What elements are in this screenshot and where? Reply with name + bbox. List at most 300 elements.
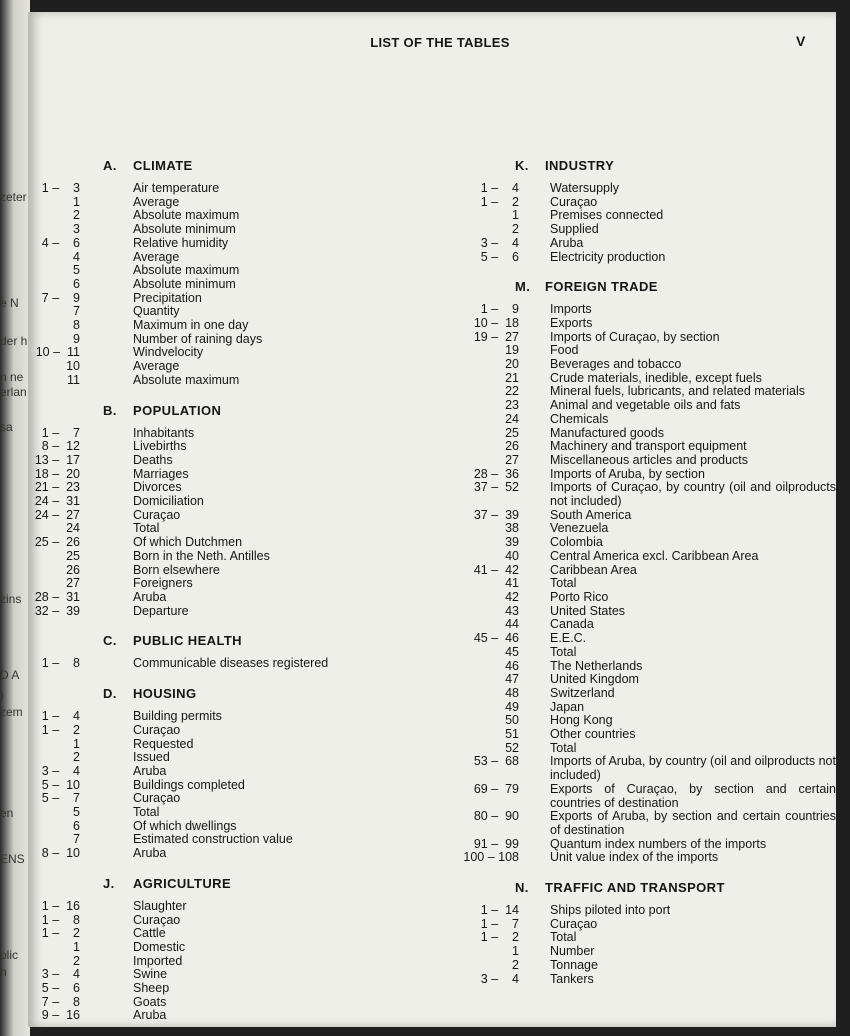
table-number: 7: [73, 832, 80, 847]
table-title: Curaçao: [133, 722, 181, 737]
table-entry: [423, 440, 836, 454]
section: [28, 155, 428, 388]
table-entry: [423, 251, 836, 265]
table-entry: [423, 728, 836, 742]
table-title: Quantum index numbers of the imports: [550, 836, 767, 851]
table-number: 24 – 31: [34, 494, 80, 509]
table-title: Total: [550, 576, 577, 591]
table-number: 1 – 8: [41, 912, 80, 927]
table-number: 28 – 31: [34, 589, 80, 604]
table-title: Relative humidity: [133, 235, 229, 250]
table-title: Total: [133, 521, 160, 536]
table-title: Sheep: [133, 981, 170, 996]
table-number: 1: [73, 736, 80, 751]
table-title: Imported: [133, 953, 183, 968]
table-number: 48: [505, 685, 519, 700]
table-entry: [423, 509, 836, 523]
section-letter: M.: [515, 279, 531, 295]
table-number: 38: [505, 521, 519, 536]
table-number: 1 – 2: [41, 926, 80, 941]
table-title: Absolute minimum: [133, 276, 236, 291]
table-entry: [423, 755, 836, 782]
table-number: 43: [505, 603, 519, 618]
table-entry: [423, 742, 836, 756]
table-title: Caribbean Area: [550, 562, 637, 577]
table-number: 50: [505, 713, 519, 728]
section: [28, 630, 428, 671]
table-title: Total: [550, 930, 577, 945]
table-entry: [28, 319, 428, 333]
table-number: 7 – 8: [41, 994, 80, 1009]
table-entry: [423, 331, 836, 345]
table-number: 1 – 14: [480, 903, 519, 918]
table-number: 26: [505, 439, 519, 454]
table-entry: [423, 223, 836, 237]
table-entry: [423, 945, 836, 959]
section: [423, 155, 836, 264]
table-number: 11: [67, 372, 80, 387]
table-entry: [28, 360, 428, 374]
table-title: Imports of Aruba, by country (oil and oilproducts not included): [550, 754, 836, 783]
table-number: 51: [505, 727, 519, 742]
table-title: Number: [550, 944, 595, 959]
table-title: Central America excl. Caribbean Area: [550, 548, 759, 563]
table-number: 2: [73, 953, 80, 968]
table-number: 5 – 7: [41, 791, 80, 806]
table-entry: [28, 833, 428, 847]
table-entry: [423, 931, 836, 945]
table-title: Absolute maximum: [133, 263, 240, 278]
table-entry: [28, 820, 428, 834]
table-entry: [28, 305, 428, 319]
table-entry: [28, 536, 428, 550]
table-title: Deaths: [133, 452, 173, 467]
section-title: POPULATION: [133, 402, 222, 418]
section-heading: [423, 276, 836, 297]
table-entry: [28, 982, 428, 996]
table-entry: [423, 701, 836, 715]
table-title: Inhabitants: [133, 425, 195, 440]
table-number: 9: [73, 331, 80, 346]
table-entry: [28, 751, 428, 765]
table-entry: [423, 358, 836, 372]
table-number: 8 – 12: [41, 439, 80, 454]
table-title: Other countries: [550, 727, 636, 742]
table-entry: [423, 605, 836, 619]
table-title: Aruba: [133, 589, 167, 604]
table-title: Slaughter: [133, 898, 187, 913]
table-number: 3 – 4: [41, 763, 80, 778]
table-title: Curaçao: [133, 791, 181, 806]
table-number: 9 – 16: [41, 1008, 80, 1023]
table-title: Livebirths: [133, 439, 187, 454]
table-number: 37 – 39: [473, 507, 519, 522]
table-entry: [423, 973, 836, 987]
table-entry: [28, 522, 428, 536]
section-heading: [423, 877, 836, 898]
binding-fragment: zem: [0, 705, 23, 719]
table-title: United Kingdom: [550, 672, 639, 687]
table-entry: [423, 577, 836, 591]
table-title: Aruba: [550, 235, 584, 250]
table-entry: [423, 646, 836, 660]
table-number: 27: [66, 576, 80, 591]
table-entry: [28, 779, 428, 793]
table-title: Crude materials, inedible, except fuels: [550, 370, 762, 385]
table-number: 1 – 8: [41, 656, 80, 671]
table-title: Aruba: [133, 1008, 167, 1023]
table-number: 39: [505, 535, 519, 550]
table-entry: [28, 605, 428, 619]
table-number: 1 – 9: [480, 302, 519, 317]
table-number: 4: [73, 249, 80, 264]
table-title: Of which dwellings: [133, 818, 237, 833]
table-number: 19: [505, 343, 519, 358]
table-title: Swine: [133, 967, 168, 982]
table-number: 46: [505, 658, 519, 673]
table-number: 5 – 6: [41, 981, 80, 996]
table-title: Total: [550, 740, 577, 755]
section-letter: N.: [515, 880, 529, 896]
table-title: Aruba: [133, 763, 167, 778]
table-entry: [423, 344, 836, 358]
table-number: 1 – 2: [480, 194, 519, 209]
table-entry: [423, 237, 836, 251]
table-number: 1 – 2: [480, 930, 519, 945]
table-title: Cattle: [133, 926, 166, 941]
table-number: 1 – 7: [41, 425, 80, 440]
table-entry: [28, 900, 428, 914]
table-title: Issued: [133, 750, 170, 765]
table-entry: [423, 687, 836, 701]
table-number: 2: [73, 208, 80, 223]
table-number: 41 – 42: [473, 562, 519, 577]
section-title: FOREIGN TRADE: [545, 279, 658, 295]
section-letter: B.: [103, 402, 117, 418]
table-entry: [423, 413, 836, 427]
table-entry: [28, 292, 428, 306]
table-title: Mineral fuels, lubricants, and related materials: [550, 384, 805, 399]
table-entry: [423, 673, 836, 687]
table-number: 37 – 52: [473, 480, 519, 495]
table-number: 1: [73, 194, 80, 209]
table-title: Unit value index of the imports: [550, 850, 719, 865]
table-number: 6: [73, 276, 80, 291]
table-entry: [28, 996, 428, 1010]
table-title: Curaçao: [133, 912, 181, 927]
table-entry: [28, 374, 428, 388]
table-entry: [28, 927, 428, 941]
table-number: 5 – 6: [480, 249, 519, 264]
table-title: Domestic: [133, 939, 186, 954]
table-entry: [28, 333, 428, 347]
table-number: 4 – 6: [41, 235, 80, 250]
table-title: Exports of Curaçao, by section and certain countries of destination: [550, 781, 836, 810]
table-entry: [423, 810, 836, 837]
section-letter: C.: [103, 633, 117, 649]
table-title: Japan: [550, 699, 585, 714]
table-title: Quantity: [133, 304, 180, 319]
table-number: 23: [505, 398, 519, 413]
table-entry: [423, 660, 836, 674]
section: [28, 683, 428, 861]
table-number: 28 – 36: [473, 466, 519, 481]
table-entry: [423, 399, 836, 413]
table-entry: [423, 209, 836, 223]
table-title: Porto Rico: [550, 589, 609, 604]
table-title: Supplied: [550, 222, 599, 237]
table-title: Imports: [550, 302, 592, 317]
table-entry: [423, 454, 836, 468]
table-entry: [28, 346, 428, 360]
table-title: Electricity production: [550, 249, 666, 264]
table-title: E.E.C.: [550, 631, 587, 646]
table-entry: [423, 714, 836, 728]
table-entry: [28, 564, 428, 578]
table-title: Animal and vegetable oils and fats: [550, 398, 741, 413]
table-title: Chemicals: [550, 411, 609, 426]
table-title: Switzerland: [550, 685, 615, 700]
table-title: Curaçao: [550, 916, 598, 931]
table-number: 10 – 18: [473, 315, 519, 330]
table-title: Machinery and transport equipment: [550, 439, 747, 454]
table-entry: [423, 904, 836, 918]
table-title: Buildings completed: [133, 777, 245, 792]
table-number: 26: [66, 562, 80, 577]
table-entry: [28, 223, 428, 237]
section-title: AGRICULTURE: [133, 875, 232, 891]
table-title: Total: [133, 805, 160, 820]
table-number: 47: [505, 672, 519, 687]
section-letter: K.: [515, 158, 529, 173]
table-entry: [423, 468, 836, 482]
section-heading: [28, 155, 428, 176]
table-number: 5 – 10: [41, 777, 80, 792]
binding-fragment: sa: [0, 420, 13, 434]
table-number: 10: [66, 359, 80, 374]
table-title: Average: [133, 249, 180, 264]
table-entry: [423, 564, 836, 578]
table-entry: [423, 372, 836, 386]
binding-fragment: zeter: [0, 190, 27, 204]
table-number: 10 – 11: [35, 345, 80, 360]
table-number: 45: [505, 644, 519, 659]
table-title: Communicable diseases registered: [133, 656, 329, 671]
table-title: Marriages: [133, 466, 189, 481]
table-number: 21: [505, 370, 519, 385]
table-entry: [423, 851, 836, 865]
table-number: 25: [505, 425, 519, 440]
table-entry: [28, 509, 428, 523]
table-entry: [28, 196, 428, 210]
table-entry: [28, 278, 428, 292]
table-title: Departure: [133, 603, 189, 618]
table-number: 1 – 4: [41, 709, 80, 724]
table-title: Air temperature: [133, 181, 220, 195]
table-entry: [28, 591, 428, 605]
binding-fragment: der h: [0, 334, 28, 348]
section: [28, 400, 428, 619]
section-letter: J.: [103, 875, 115, 891]
table-number: 24: [505, 411, 519, 426]
table-number: 45 – 46: [473, 631, 519, 646]
table-title: Premises connected: [550, 208, 664, 223]
table-title: Colombia: [550, 535, 603, 550]
table-entry: [423, 303, 836, 317]
section-letter: A.: [103, 158, 117, 173]
table-entry: [423, 317, 836, 331]
table-number: 1 – 2: [41, 722, 80, 737]
table-number: 1 – 16: [41, 898, 80, 913]
page-number: V: [796, 33, 806, 49]
table-entry: [28, 1009, 428, 1023]
table-number: 13 – 17: [34, 452, 80, 467]
section: [423, 877, 836, 986]
table-title: Born in the Neth. Antilles: [133, 548, 270, 563]
table-number: 2: [512, 957, 519, 972]
table-number: 3 – 4: [480, 235, 519, 250]
table-number: 6: [73, 818, 80, 833]
table-title: Manufactured goods: [550, 425, 664, 440]
section-title: CLIMATE: [133, 158, 193, 173]
table-title: Born elsewhere: [133, 562, 220, 577]
section-title: HOUSING: [133, 686, 197, 702]
table-title: Divorces: [133, 480, 182, 495]
table-title: Total: [550, 644, 577, 659]
table-entry: [423, 632, 836, 646]
table-title: South America: [550, 507, 632, 522]
table-title: Watersupply: [550, 181, 620, 195]
table-entry: [28, 237, 428, 251]
table-number: 69 – 79: [473, 781, 519, 796]
table-entry: [28, 792, 428, 806]
table-entry: [28, 440, 428, 454]
table-title: Building permits: [133, 709, 222, 724]
table-title: Number of raining days: [133, 331, 263, 346]
table-entry: [28, 847, 428, 861]
table-number: 24: [66, 521, 80, 536]
section-title: TRAFFIC AND TRANSPORT: [545, 880, 725, 896]
table-number: 18 – 20: [34, 466, 80, 481]
table-entry: [28, 724, 428, 738]
binding-fragment: en: [0, 806, 14, 820]
table-entry: [28, 738, 428, 752]
section-heading: [28, 873, 428, 894]
table-entry: [423, 550, 836, 564]
table-number: 8: [73, 318, 80, 333]
table-number: 3 – 4: [480, 971, 519, 986]
table-number: 5: [73, 263, 80, 278]
table-number: 7 – 9: [41, 290, 80, 305]
table-entry: [28, 765, 428, 779]
table-number: 52: [505, 740, 519, 755]
table-entry: [423, 618, 836, 632]
table-entry: [28, 968, 428, 982]
table-number: 1 – 4: [480, 181, 519, 195]
book-binding: [0, 0, 30, 1036]
table-title: Goats: [133, 994, 167, 1009]
table-entry: [28, 941, 428, 955]
table-number: 2: [73, 750, 80, 765]
table-number: 3: [73, 222, 80, 237]
table-title: Exports: [550, 315, 593, 330]
table-title: United States: [550, 603, 626, 618]
table-entry: [28, 806, 428, 820]
section-heading: [28, 400, 428, 421]
table-title: Absolute minimum: [133, 222, 236, 237]
table-number: 91 – 99: [473, 836, 519, 851]
table-number: 22: [505, 384, 519, 399]
table-entry: [28, 550, 428, 564]
table-number: 1: [512, 944, 519, 959]
binding-fragment: ): [0, 688, 4, 702]
table-number: 8 – 10: [41, 846, 80, 861]
table-title: Imports of Curaçao, by country (oil and oilproducts not included): [550, 480, 836, 509]
table-entry: [423, 591, 836, 605]
table-title: Exports of Aruba, by section and certain countries of destination: [550, 809, 836, 837]
table-title: Miscellaneous articles and products: [550, 452, 749, 467]
table-number: 25 – 26: [34, 535, 80, 550]
table-entry: [28, 914, 428, 928]
table-number: 3 – 4: [41, 967, 80, 982]
table-number: 27: [505, 452, 519, 467]
table-number: 40: [505, 548, 519, 563]
binding-fragment: n: [0, 965, 7, 979]
table-title: The Netherlands: [550, 658, 643, 673]
section: [423, 276, 836, 865]
binding-fragment: ENS: [0, 852, 25, 866]
table-number: 44: [505, 617, 519, 632]
table-title: Curaçao: [550, 194, 598, 209]
table-entry: [28, 454, 428, 468]
table-entry: [28, 955, 428, 969]
table-title: Domiciliation: [133, 494, 204, 509]
table-entry: [423, 783, 836, 810]
table-entry: [28, 710, 428, 724]
binding-fragment: zins: [0, 592, 22, 606]
table-title: Curaçao: [133, 507, 181, 522]
table-number: 2: [512, 222, 519, 237]
section-heading: [423, 155, 836, 176]
table-title: Maximum in one day: [133, 318, 249, 333]
table-entry: [28, 481, 428, 495]
table-title: Food: [550, 343, 579, 358]
table-number: 20: [505, 357, 519, 372]
table-number: 7: [73, 304, 80, 319]
table-entry: [28, 182, 428, 196]
table-title: Tonnage: [550, 957, 598, 972]
table-title: Requested: [133, 736, 194, 751]
binding-fragment: e N: [0, 296, 19, 310]
table-title: Absolute maximum: [133, 208, 240, 223]
table-title: Imports of Curaçao, by section: [550, 329, 720, 344]
table-entry: [423, 838, 836, 852]
table-entry: [28, 251, 428, 265]
table-number: 21 – 23: [34, 480, 80, 495]
binding-fragment: n ne: [0, 370, 24, 384]
section-heading: [28, 683, 428, 704]
table-number: 1 – 7: [480, 916, 519, 931]
section-letter: D.: [103, 686, 117, 702]
table-number: 49: [505, 699, 519, 714]
table-title: Average: [133, 359, 180, 374]
table-number: 80 – 90: [473, 809, 519, 824]
table-entry: [28, 264, 428, 278]
table-title: Average: [133, 194, 180, 209]
table-number: 24 – 27: [34, 507, 80, 522]
table-entry: [423, 481, 836, 508]
table-entry: [423, 385, 836, 399]
